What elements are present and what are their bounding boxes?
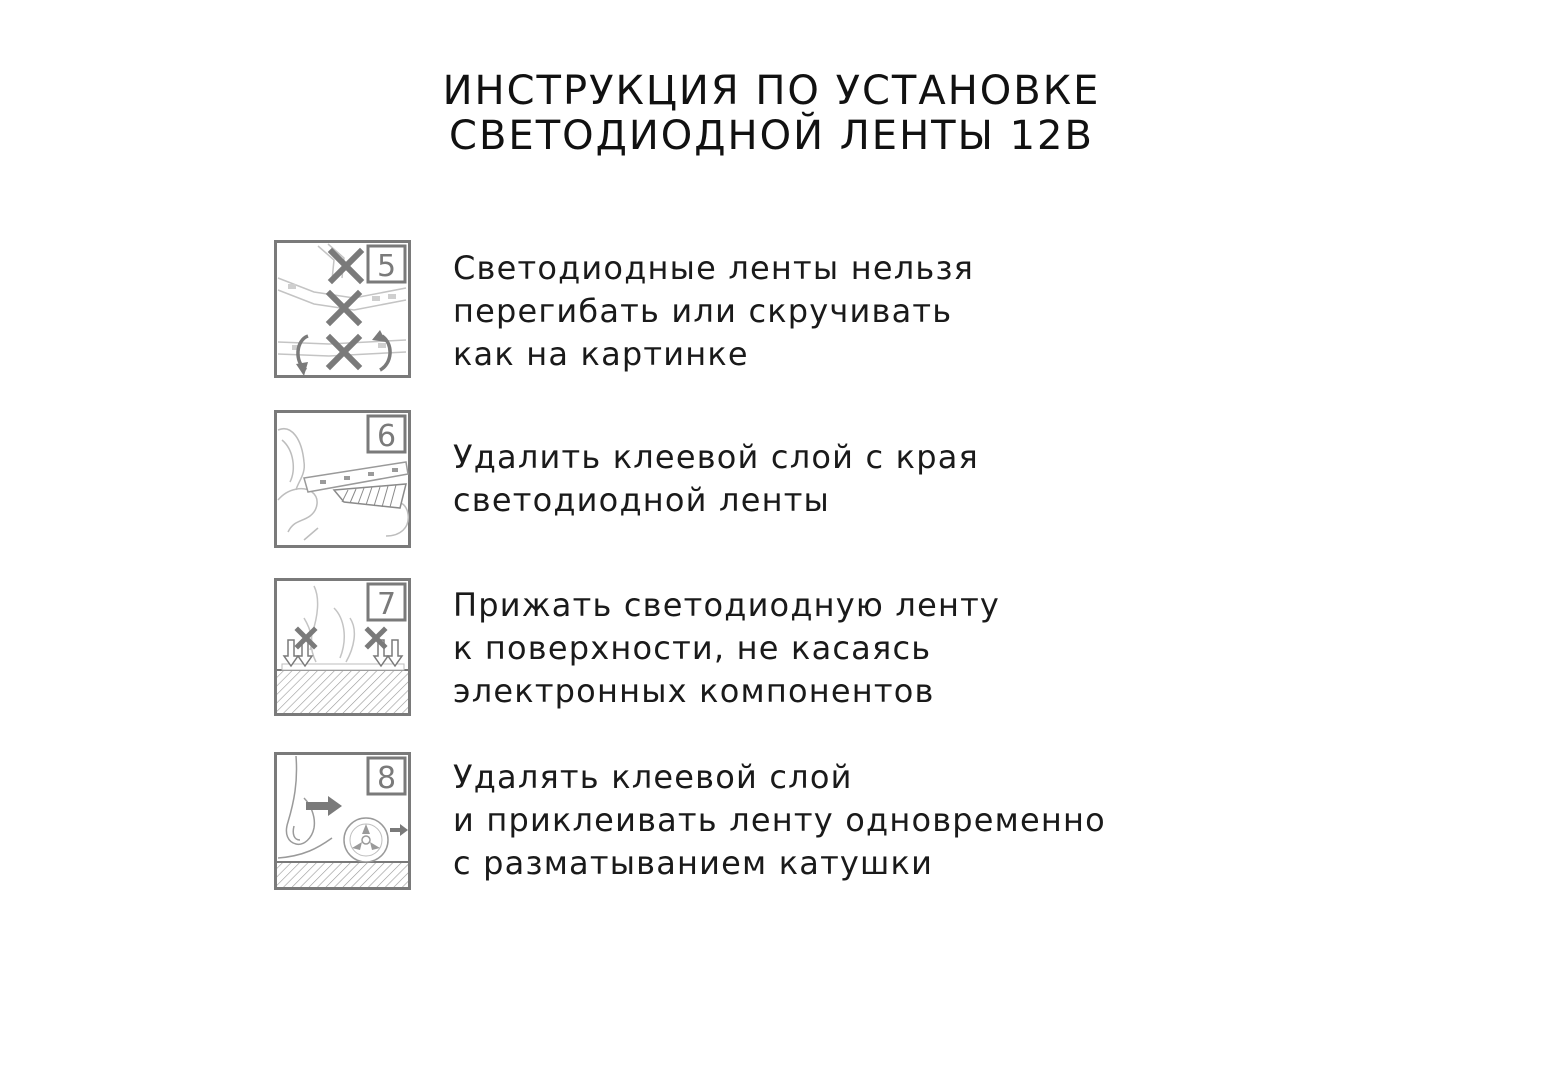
step-7-number: 7	[376, 587, 397, 622]
step-8-line-2: и приклеивать ленту одновременно	[453, 801, 1106, 839]
title-line-1: ИНСТРУКЦИЯ ПО УСТАНОВКЕ	[442, 67, 1101, 114]
page-title	[0, 69, 1543, 159]
step-8-text	[453, 756, 1106, 885]
step-5-line-2: перегибать или скручивать	[453, 292, 953, 330]
step-5-text	[453, 247, 974, 376]
step-7-text	[453, 584, 1000, 713]
no-bend-twist-icon	[274, 240, 411, 378]
press-strip-icon	[274, 578, 411, 716]
step-7-line-2: к поверхности, не касаясь	[453, 629, 932, 667]
step-6-line-2: светодиодной ленты	[453, 481, 831, 519]
step-6-line-1: Удалить клеевой слой с края	[453, 438, 979, 476]
step-5-number: 5	[376, 249, 397, 284]
unroll-reel-icon	[274, 752, 411, 890]
step-6	[274, 410, 1274, 548]
peel-adhesive-icon	[274, 410, 411, 548]
step-7-line-3: электронных компонентов	[453, 672, 935, 710]
step-8	[274, 752, 1274, 890]
title-line-2: СВЕТОДИОДНОЙ ЛЕНТЫ 12В	[449, 112, 1094, 159]
step-7	[274, 578, 1274, 716]
step-5-line-3: как на картинке	[453, 335, 749, 373]
step-8-line-1: Удалять клеевой слой	[453, 758, 853, 796]
step-8-line-3: с разматыванием катушки	[453, 844, 934, 882]
step-6-number: 6	[376, 419, 397, 454]
step-7-line-1: Прижать светодиодную ленту	[453, 586, 1001, 624]
step-6-text	[453, 436, 979, 522]
step-5	[274, 240, 1274, 378]
step-5-line-1: Светодиодные ленты нельзя	[453, 249, 975, 287]
step-8-number: 8	[376, 761, 397, 796]
